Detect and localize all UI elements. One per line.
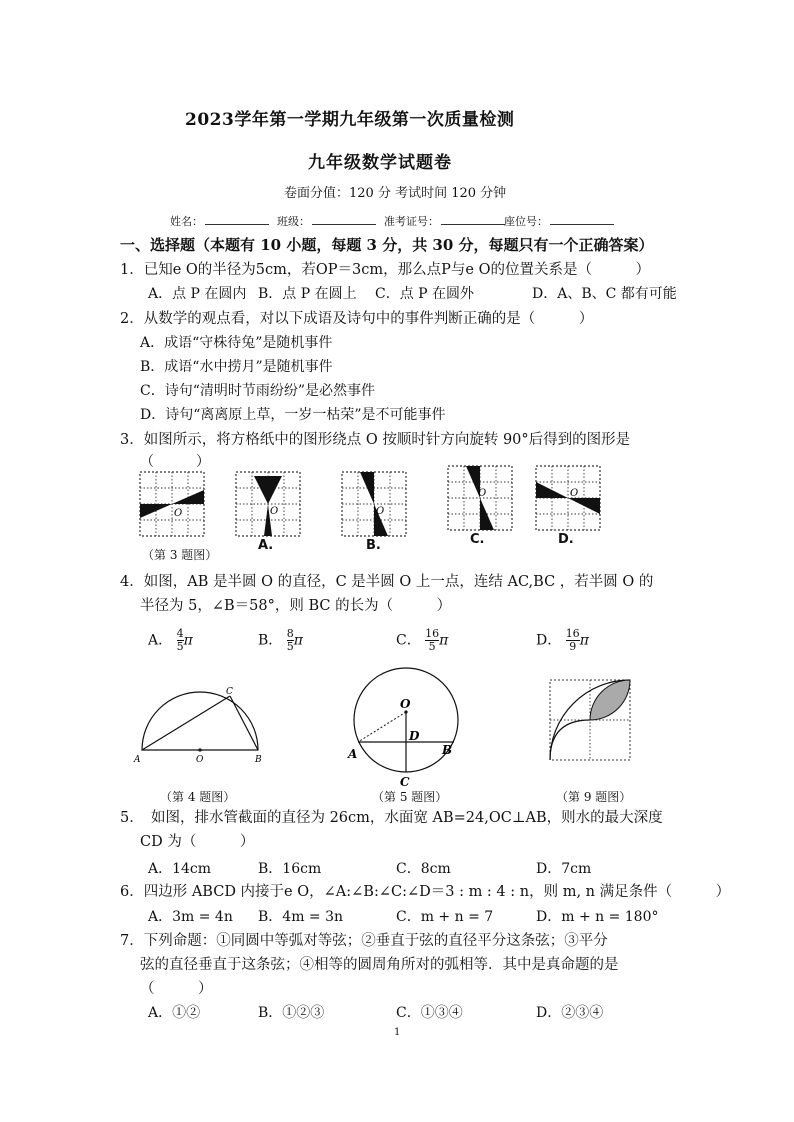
fig5-circle [344, 668, 464, 788]
q6-option-b: B．4m = 3n [258, 909, 344, 925]
svg-text:O: O [270, 506, 279, 517]
svg-text:O: O [478, 488, 487, 499]
q7-stem-line1: 7．下列命题：①同圆中等弧对等弦；②垂直于弦的直径平分这条弦；③平分 [120, 933, 608, 949]
q4-option-d: D． $\frac{16}{9}$ π [536, 627, 589, 653]
q7-option-a: A．①② [148, 1005, 201, 1021]
q5-option-b: B．16cm [258, 861, 322, 877]
section-heading: 一、选择题（本题有 10 小题，每题 3 分，共 30 分，每题只有一个正确答案） [120, 236, 654, 254]
q5-stem-line2: CD 为（ ） [140, 834, 255, 850]
q7-stem-line3: （ ） [140, 981, 213, 997]
fig9-leaf [550, 680, 632, 762]
q3-label-c: C. [470, 532, 485, 547]
svg-text:O: O [400, 697, 411, 711]
q7-option-d: D．②③④ [536, 1005, 604, 1021]
fig4-semicircle [134, 684, 266, 768]
q2-option-b: B．成语“水中捞月”是随机事件 [140, 359, 333, 375]
q7-option-c: C．①③④ [396, 1005, 463, 1021]
q5-option-d: D．7cm [536, 861, 592, 877]
svg-text:A: A [348, 747, 358, 761]
q3-label-d: D. [558, 532, 574, 547]
q6-option-a: A．3m = 4n [148, 909, 233, 925]
q1-stem: 1．已知e O的半径为5cm，若OP＝3cm，那么点P与e O的位置关系是（ ） [120, 262, 650, 278]
exam-id-label: 准考证号： [384, 215, 439, 228]
q6-option-c: C．m + n = 7 [396, 909, 494, 925]
q3-original-figure [140, 472, 206, 538]
q6-option-d: D．m + n = 180° [536, 909, 659, 925]
svg-text:O: O [570, 488, 579, 499]
seat-label: 座位号： [504, 215, 548, 228]
q3-figure-a [236, 472, 302, 538]
name-field [170, 213, 269, 229]
q4-stem-line2: 半径为 5，∠B＝58°，则 BC 的长为（ ） [140, 598, 452, 614]
q3-label-a: A. [258, 538, 274, 553]
q3-figure-c [448, 466, 514, 532]
q2-stem: 2．从数学的观点看，对以下成语及诗句中的事件判断正确的是（ ） [120, 311, 594, 327]
q2-option-d: D．诗句“离离原上草，一岁一枯荣”是不可能事件 [140, 407, 446, 423]
q4-option-a: A． $\frac{4}{5}$ π [148, 627, 193, 653]
fig9-caption: （第 9 题图） [556, 790, 632, 804]
svg-text:O: O [376, 506, 385, 517]
q1-option-c: C．点 P 在圆外 [375, 286, 475, 302]
q2-option-c: C．诗句“清明时节雨纷纷”是必然事件 [140, 383, 376, 399]
svg-text:C: C [226, 687, 233, 697]
q5-option-c: C．8cm [396, 861, 451, 877]
q4-option-b: B． $\frac{8}{5}$ π [258, 627, 303, 653]
svg-text:C: C [400, 775, 410, 789]
q3-figure-b [342, 472, 408, 538]
q3-label-b: B. [366, 538, 381, 553]
score-time-info: 卷面分值：120 分 考试时间 120 分钟 [284, 186, 507, 201]
q1-option-b: B．点 P 在圆上 [258, 286, 357, 302]
q3-figure-d [536, 466, 602, 532]
fig5-caption: （第 5 题图） [372, 790, 448, 804]
svg-text:D: D [409, 729, 420, 743]
q1-option-d: D．A、B、C 都有可能 [532, 286, 677, 302]
svg-text:O: O [196, 755, 204, 765]
fig4-caption: （第 4 题图） [160, 790, 236, 804]
q4-option-c: C． $\frac{16}{5}$ π [396, 627, 449, 653]
q5-stem-line1: 5． 如图，排水管截面的直径为 26cm，水面宽 AB=24,OC⊥AB，则水的最大深度 [120, 810, 663, 826]
class-field [277, 213, 376, 229]
q4-stem-line1: 4．如图，AB 是半圆 O 的直径，C 是半圆 O 上一点，连结 AC,BC ，若半圆 O 的 [120, 574, 654, 590]
seat-field [504, 213, 614, 229]
q2-option-a: A．成语“守株待兔”是随机事件 [140, 335, 333, 351]
q6-stem: 6．四边形 ABCD 内接于e O，∠A:∠B:∠C:∠D＝3 : m : 4 : n，则 m, n 满足条件（ ） [120, 884, 731, 900]
q3-paren: （ ） [140, 454, 210, 470]
q7-option-b: B．①②③ [258, 1005, 325, 1021]
exam-subtitle: 九年级数学试题卷 [308, 153, 452, 173]
svg-text:B: B [255, 755, 262, 765]
q1-option-a: A．点 P 在圆内 [148, 286, 247, 302]
svg-text:B: B [442, 743, 453, 757]
exam-title: 2023学年第一学期九年级第一次质量检测 [185, 110, 515, 130]
page-number: 1 [394, 1027, 401, 1038]
q3-figure-caption: （第 3 题图） [142, 548, 218, 562]
svg-text:A: A [134, 755, 141, 765]
q5-option-a: A．14cm [148, 861, 212, 877]
q3-stem: 3．如图所示，将方格纸中的图形绕点 O 按顺时针方向旋转 90°后得到的图形是 [120, 432, 631, 448]
svg-text:O: O [174, 508, 183, 519]
exam-id-field [384, 213, 505, 229]
name-label: 姓名： [170, 215, 203, 228]
class-label: 班级： [277, 215, 310, 228]
q7-stem-line2: 弦的直径垂直于这条弦；④相等的圆周角所对的弧相等．其中是真命题的是 [140, 957, 619, 973]
